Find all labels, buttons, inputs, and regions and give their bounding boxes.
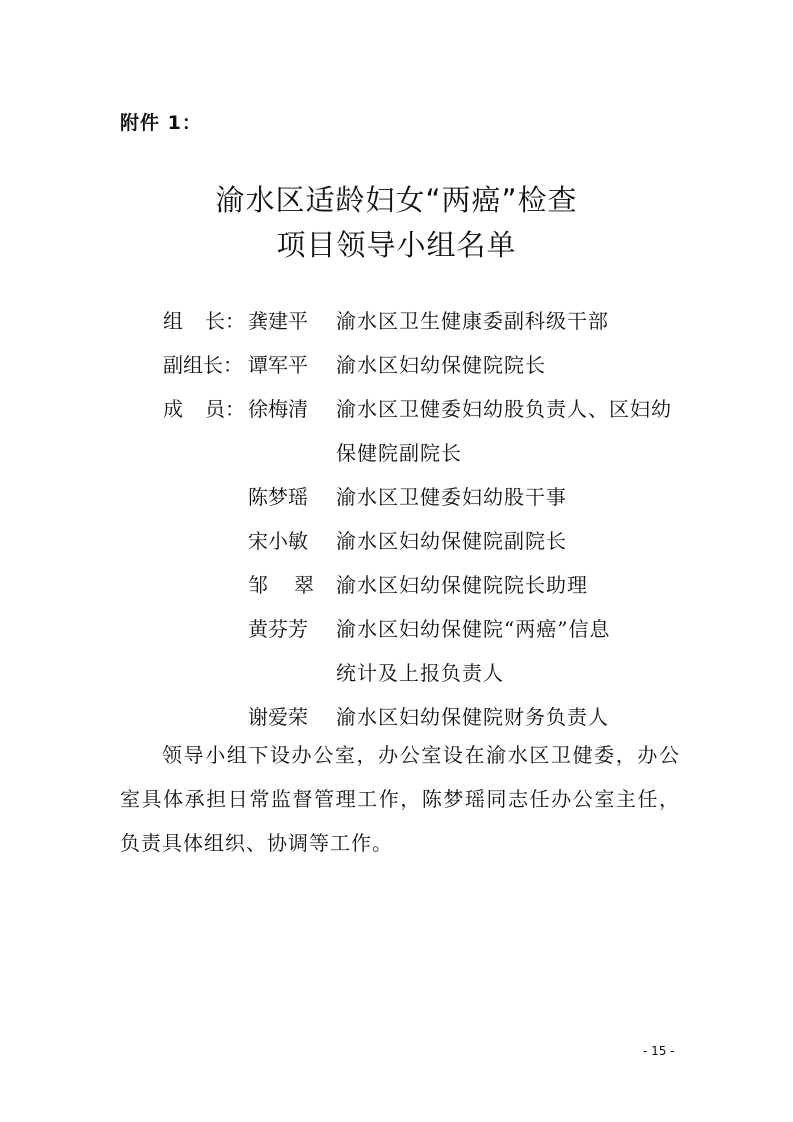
member-role (163, 306, 245, 336)
member-role-part: 组 (163, 309, 183, 333)
member-row (0, 570, 793, 614)
member-role (163, 394, 245, 424)
member-name-part: 谢爱荣 (248, 705, 308, 729)
member-row (0, 614, 793, 658)
member-name-part: 黄芬芳 (248, 617, 308, 641)
member-position: 渝水区妇幼保健院院长助理 (336, 573, 588, 597)
attachment-label: 附件 1： (120, 112, 202, 134)
members-list (0, 306, 793, 746)
member-position: 渝水区妇幼保健院“两癌”信息 (336, 617, 611, 641)
member-role-part: 长： (205, 309, 245, 333)
member-role (163, 350, 245, 380)
member-row (0, 526, 793, 570)
member-position: 渝水区妇幼保健院财务负责人 (336, 705, 609, 729)
member-name (248, 482, 314, 512)
member-name (248, 614, 314, 644)
member-position: 渝水区卫健委妇幼股干事 (336, 485, 567, 509)
member-position: 渝水区妇幼保健院副院长 (336, 529, 567, 553)
member-name-part: 谭军平 (248, 353, 308, 377)
member-role-part: 员： (205, 397, 245, 421)
member-role-part: 副组长： (163, 353, 243, 377)
member-name (248, 394, 314, 424)
member-position: 保健院副院长 (336, 441, 462, 465)
member-name-part: 翠 (294, 573, 314, 597)
member-position: 渝水区卫健委妇幼股负责人、区妇幼 (336, 397, 672, 421)
document-title-line-1: 渝水区适龄妇女“两癌”检查 (215, 183, 578, 217)
member-name-part: 陈梦瑶 (248, 485, 308, 509)
member-row-continuation (0, 438, 793, 482)
member-row (0, 394, 793, 438)
member-role-part: 成 (163, 397, 183, 421)
member-position: 渝水区妇幼保健院院长 (336, 353, 546, 377)
member-name (248, 306, 314, 336)
member-name-part: 邹 (248, 573, 268, 597)
member-name-part: 宋小敏 (248, 529, 308, 553)
document-title-line-2: 项目领导小组名单 (276, 228, 517, 262)
member-name (248, 570, 314, 600)
member-position: 统计及上报负责人 (336, 661, 504, 685)
member-row (0, 482, 793, 526)
member-name (248, 526, 314, 556)
member-row (0, 306, 793, 350)
office-paragraph: 领导小组下设办公室，办公室设在渝水区卫健委，办公室具体承担日常监督管理工作，陈梦瑶同志任办公室主任，负责具体组织、协调等工作。 (120, 743, 680, 855)
member-name (248, 702, 314, 732)
member-name-part: 徐梅清 (248, 397, 308, 421)
member-position: 渝水区卫生健康委副科级干部 (336, 309, 609, 333)
member-name-part: 龚建平 (248, 309, 308, 333)
member-row (0, 350, 793, 394)
member-name (248, 350, 314, 380)
member-row-continuation (0, 658, 793, 702)
page-number: - 15 - (643, 1044, 675, 1058)
